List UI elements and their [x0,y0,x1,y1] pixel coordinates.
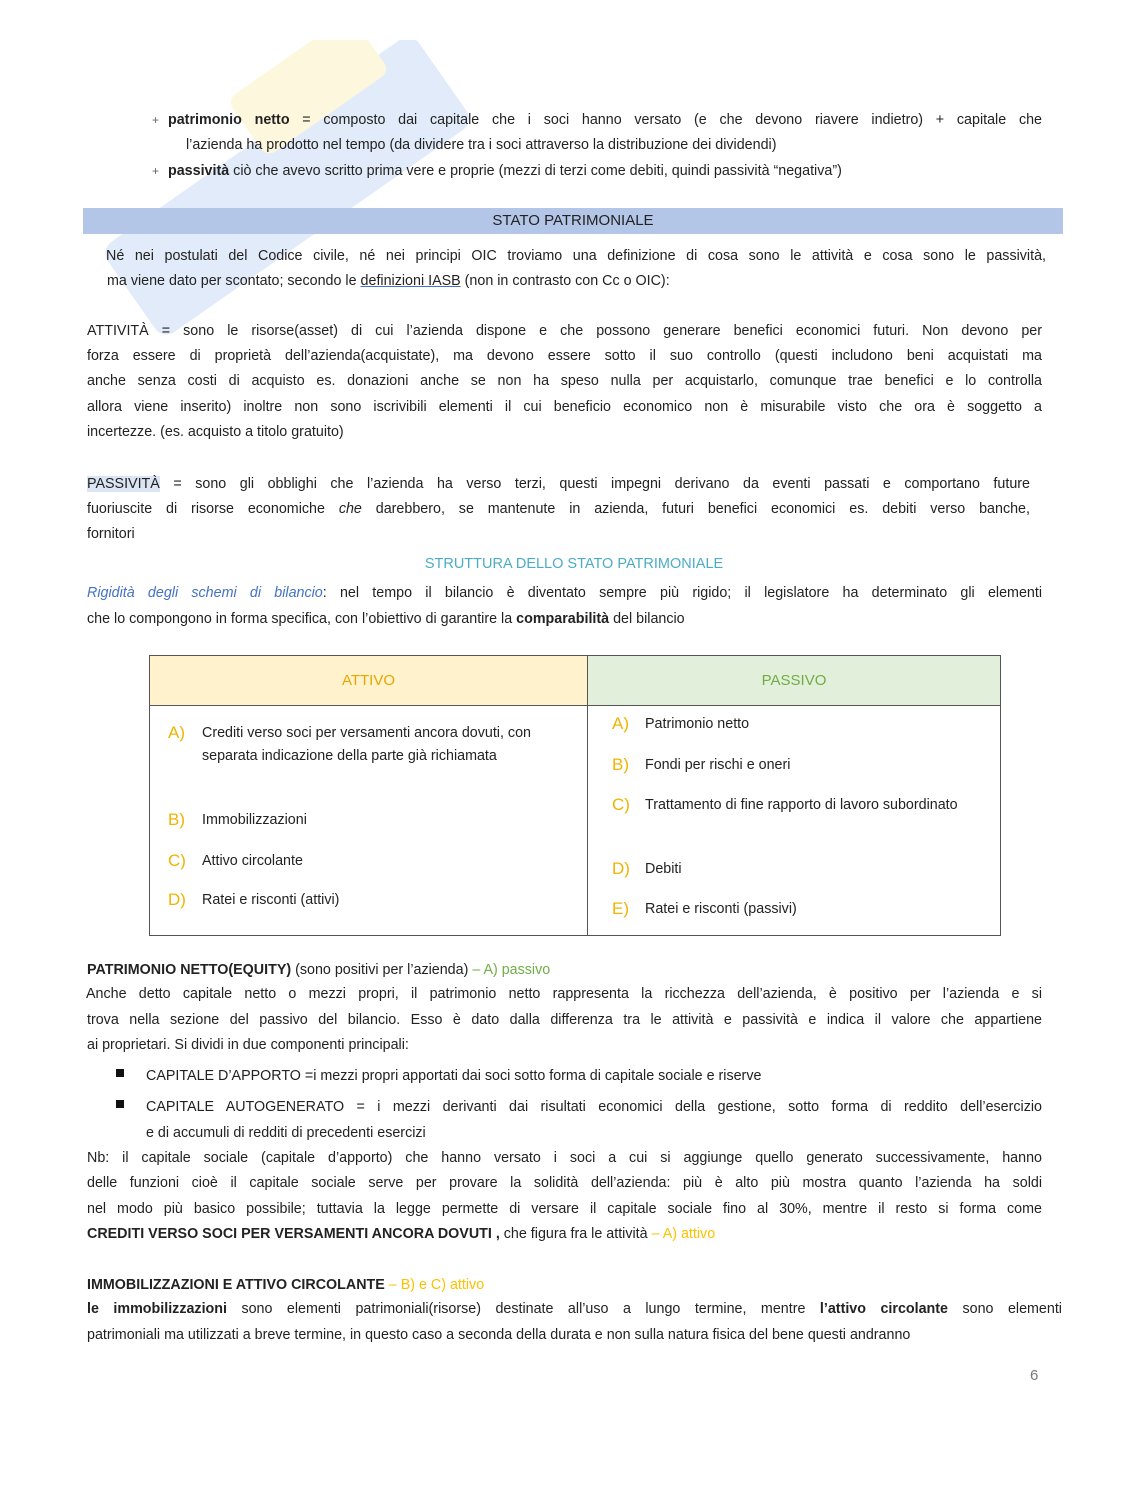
text-segment: darebbero, se mantenute in azienda, futuri benefici economici es. debiti verso banche, [361,501,1030,517]
text-line [87,1010,1042,1030]
text-line [107,271,1046,291]
text-segment: sono elementi [948,1301,1062,1317]
text-segment: IMMOBILIZZAZIONI E ATTIVO CIRCOLANTE [87,1277,385,1293]
text-segment: CAPITALE D’APPORTO =i mezzi propri apportati dai soci sotto forma di capitale sociale e riserve [146,1068,762,1084]
text-line [87,1275,1042,1295]
text-segment: che figura fra le attività [499,1225,652,1242]
text-line [87,1148,1042,1168]
text-segment: che lo compongono in forma specifica, con l’obiettivo di garantire la [87,611,517,627]
text-line [87,1173,1042,1193]
attivo-item-text: Attivo circolante [202,853,303,869]
text-segment: fuoriuscite di risorse economiche [87,501,339,517]
table-header-attivo: ATTIVO [150,656,588,706]
text-segment: CAPITALE AUTOGENERATO = i mezzi derivanti dai risultati economici della gestione, sotto forma di reddito dell’esercizio [146,1099,1042,1115]
text-line [87,960,1042,980]
text-line [146,1066,1042,1086]
text-segment: – A) passivo [472,962,551,978]
text-line [86,984,1042,1004]
text-segment: ciò che avevo scritto prima vere e proprie (mezzi di terzi come debiti, quindi passività “negativa”) [229,163,842,179]
bullet-plus-icon: + [152,113,160,127]
text-segment: Anche detto capitale netto o mezzi propri, il patrimonio netto rappresenta la ricchezza dell’azienda, è positivo per l’azienda e si [86,986,1042,1002]
text-line [146,1097,1042,1117]
text-segment: ATTIVITÀ [87,323,149,339]
table-header-passivo: PASSIVO [588,656,1000,706]
text-segment: sono elementi patrimoniali(risorse) destinate all’uso a lungo termine, mentre [226,1301,820,1317]
attivo-item-text: Immobilizzazioni [202,812,307,828]
text-segment: l’azienda ha prodotto nel tempo (da dividere tra i soci attraverso la distribuzione dei dividendi) [186,137,777,153]
text-segment: Né nei postulati del Codice civile, né nei principi OIC troviamo una definizione di cosa sono le attività e cosa sono le passività, [106,248,1046,264]
text-segment: anche senza costi di acquisto es. donazioni anche se non ha speso nulla per acquistarlo, comunque trae benefici e lo controlla [87,373,1042,390]
attivo-item-letter: D) [168,890,186,909]
text-segment: incertezze. (es. acquisto a titolo gratuito) [87,423,344,440]
attivo-item-letter: B) [168,810,185,829]
text-segment: PASSIVITÀ [87,476,160,492]
text-segment: che [338,501,362,517]
watermark-logo [60,40,520,340]
text-segment: passività [168,163,230,179]
text-line [168,161,1042,181]
passivo-item-letter: A) [612,714,629,733]
text-segment: Nb: il capitale sociale (capitale d’apporto) che hanno versato i soci a cui si aggiunge quello generato successivamente, hanno [87,1150,1042,1166]
text-line [87,474,1030,494]
passivo-item-text: Ratei e risconti (passivi) [645,901,797,917]
text-segment: = sono le risorse(asset) di cui l’azienda dispone e che possono generare benefici economici futuri. Non devono per [148,323,1042,339]
balance-sheet-table [149,655,1001,936]
text-segment: Rigidità degli schemi di bilancio [87,585,323,601]
text-segment: le immobilizzazioni [87,1301,227,1317]
text-segment: comparabilità [516,611,610,627]
text-line [87,371,1042,391]
text-line [87,609,1042,629]
passivo-item-letter: E) [612,899,629,918]
text-line [87,321,1042,341]
link-definizioni-iasb[interactable]: definizioni IASB [360,273,461,289]
text-line [106,246,1046,266]
text-segment: allora viene inserito) inoltre non sono iscrivibili elementi il cui beneficio economico non è misurabile visto che ora è soggetto a [87,398,1042,415]
text-line [87,524,1030,544]
attivo-item-text: Ratei e risconti (attivi) [202,892,340,908]
text-segment: = composto dai capitale che i soci hanno versato (e che devono riavere indietro) + capitale che [289,112,1042,128]
text-line [87,499,1030,519]
passivo-item-letter: C) [612,795,630,814]
attivo-item-letter: A) [168,723,185,742]
text-segment: delle funzioni cioè il capitale sociale serve per provare la solidità dell’azienda: più è alto più mostra quanto l’azienda ha soldi [87,1175,1042,1192]
passivo-item-text: Fondi per rischi e oneri [645,757,791,773]
text-segment: nel modo più basico possibile; tuttavia la legge permette di versare il capitale sociale fino al 30%, mentre il resto si forma come [87,1200,1042,1217]
text-line [87,1299,1062,1319]
text-segment: ai proprietari. Si dividi in due componenti principali: [87,1037,409,1053]
text-segment: forza essere di proprietà dell’azienda(acquistate), ma devono essere sotto il suo controllo (questi includono beni acquistati ma [87,348,1042,365]
passivo-item-text: Debiti [645,861,682,877]
text-segment: : nel tempo il bilancio è diventato sempre più rigido; il legislatore ha determinato gli elementi [322,585,1042,601]
bullet-plus-icon: + [152,164,160,178]
passivo-item-text: Trattamento di fine rapporto di lavoro subordinato [645,797,958,813]
attivo-item-letter: C) [168,851,186,870]
text-segment: CREDITI VERSO SOCI PER VERSAMENTI ANCORA DOVUTI , [87,1225,500,1242]
text-line [87,346,1042,366]
text-line [87,1035,1042,1055]
passivo-item-letter: B) [612,755,629,774]
passivo-item-text: Patrimonio netto [645,716,750,732]
text-segment: (sono positivi per l’azienda) [291,962,473,978]
text-line [186,135,1042,155]
text-segment: ma viene dato per scontato; secondo le [107,273,361,289]
text-line [168,110,1042,130]
text-line [87,1325,1062,1345]
bullet-square-icon [116,1069,124,1077]
text-segment: patrimonio netto [168,112,290,128]
page-number: 6 [1030,1367,1039,1384]
text-line [87,397,1042,417]
text-segment: (non in contrasto con Cc o OIC): [460,273,670,289]
text-segment: patrimoniali ma utilizzati a breve termine, in questo caso a seconda della durata e non sulla natura fisica del bene questi andranno [87,1327,911,1343]
passivo-item-letter: D) [612,859,630,878]
text-line [146,1123,1042,1143]
bullet-square-icon [116,1100,124,1108]
text-segment: – B) e C) attivo [384,1277,485,1293]
text-line [87,1199,1042,1219]
column-divider [587,705,588,935]
text-segment: fornitori [87,526,135,542]
text-segment: l’attivo circolante [819,1301,948,1317]
text-segment: – A) attivo [651,1225,716,1242]
text-segment: trova nella sezione del passivo del bilancio. Esso è dato dalla differenza tra le attività e passività e indica il valore che appartiene [87,1011,1042,1028]
text-line [87,583,1042,603]
text-line [87,1224,1042,1244]
text-segment: PATRIMONIO NETTO(EQUITY) [87,962,292,978]
text-segment: del bilancio [609,611,685,627]
attivo-item-text: Crediti verso soci per versamenti ancora dovuti, con separata indicazione della parte già richiamata [202,725,531,764]
section-header-stato-patrimoniale: STATO PATRIMONIALE [83,208,1063,234]
text-segment: = sono gli obblighi che l’azienda ha verso terzi, questi impegni derivano da eventi passati e comportano future [159,476,1030,492]
section-title-struttura: STRUTTURA DELLO STATO PATRIMONIALE [424,556,724,572]
text-segment: e di accumuli di redditi di precedenti esercizi [146,1125,426,1141]
text-line [87,422,1042,442]
